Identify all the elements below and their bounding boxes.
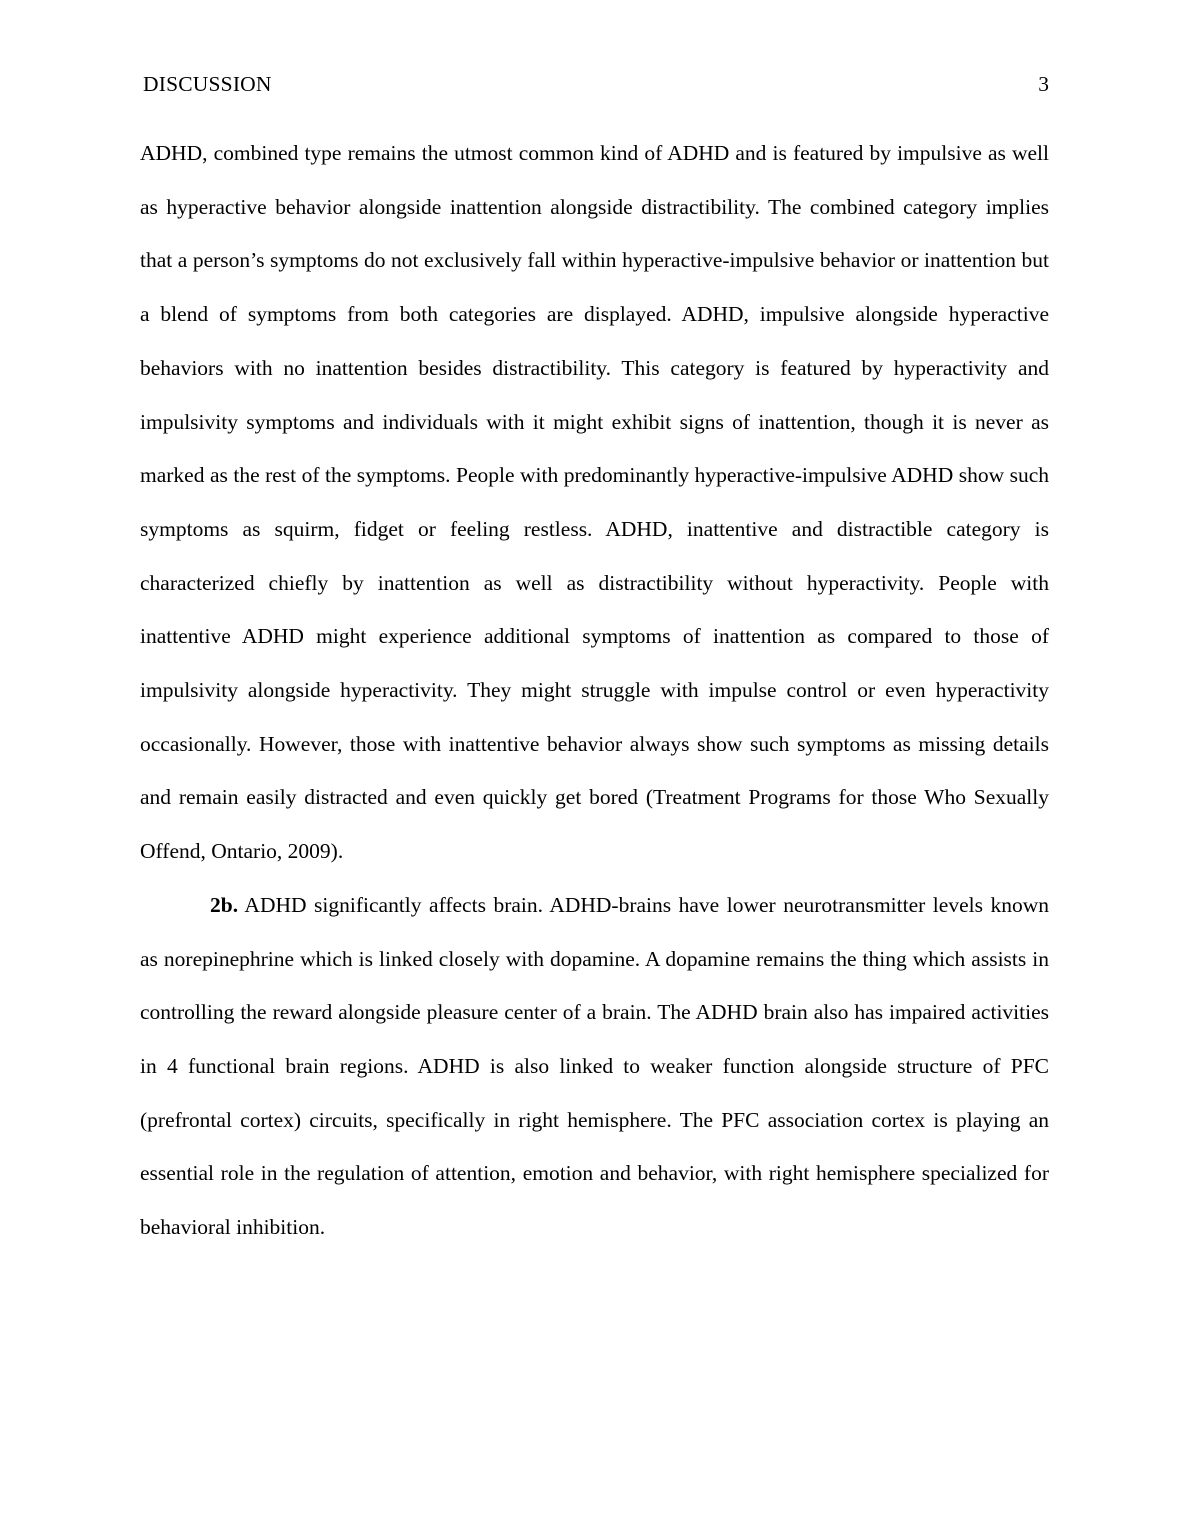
paragraph-2b (140, 879, 1049, 1255)
paragraph-continuation (140, 127, 1049, 879)
section-label: 2b. (210, 892, 239, 917)
paragraph-text: ADHD, combined type remains the utmost common kind of ADHD and is featured by impulsive as well as hyperactive behavior alongside inattention alongside distractibility. The combined category implies that a person’s symptoms do not exclusively fall within hyperactive-impulsive behavior or inattention but a blend of symptoms from both categories are displayed. ADHD, impulsive alongside hyperactive behaviors with no inattention besides distractibility. This category is featured by hyperactivity and impulsivity symptoms and individuals with it might exhibit signs of inattention, though it is never as marked as the rest of the symptoms. People with predominantly hyperactive-impulsive ADHD show such symptoms as squirm, fidget or feeling restless. ADHD, inattentive and distractible category is characterized chiefly by inattention as well as distractibility without hyperactivity. People with inattentive ADHD might experience additional symptoms of inattention as compared to those of impulsivity alongside hyperactivity. They might struggle with impulse control or even hyperactivity occasionally. However, those with inattentive behavior always show such symptoms as missing details and remain easily distracted and even quickly get bored (Treatment Programs for those Who Sexually Offend, Ontario, 2009). (140, 141, 1049, 864)
body-text (140, 127, 1049, 1255)
paragraph-text: ADHD significantly affects brain. ADHD-brains have lower neurotransmitter levels known as norepinephrine which is linked closely with dopamine. A dopamine remains the thing which assists in controlling the reward alongside pleasure center of a brain. The ADHD brain also has impaired activities in 4 functional brain regions. ADHD is also linked to weaker function alongside structure of PFC (prefrontal cortex) circuits, specifically in right hemisphere. The PFC association cortex is playing an essential role in the regulation of attention, emotion and behavior, with right hemisphere specialized for behavioral inhibition. (140, 892, 1049, 1240)
running-head: DISCUSSION (143, 72, 272, 96)
page-number: 3 (1038, 72, 1049, 96)
